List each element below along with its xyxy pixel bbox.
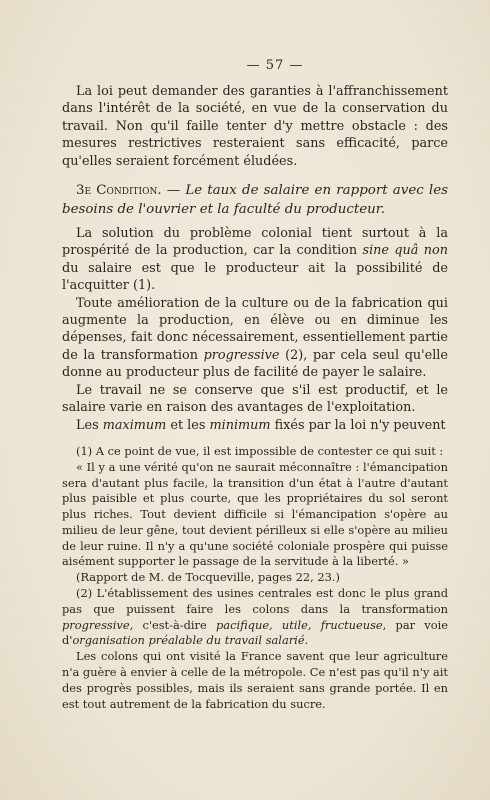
paragraph-3 [62, 295, 448, 382]
paragraph-5-italic-1: maximum [102, 417, 167, 433]
paragraph-3-text-b: (2), par cela seul qu'elle donne au producteur plus de facilité de payer le salaire. [62, 347, 448, 381]
paragraph-2 [62, 225, 448, 295]
paragraph-5-text-a: Les [76, 417, 103, 433]
footnote-2-text-a: (2) L'établissement des usines centrales est donc le plus grand pas que puissent faire les colons dans la transformation [62, 586, 448, 616]
footnote-1-intro: (1) A ce point de vue, il est impossible de contester ce qui suit : [76, 443, 444, 458]
footnote-1-quote: « Il y a une vérité qu'on ne saurait méconnaître : l'émancipation sera d'autant plus facile, la transition d'un état à l'autre d'autant plus paisible et plus courte, que les propriétaires du sol seront plus riches. Tout devient difficile si l'émancipation s'opère au milieu de leur gêne, tout devient périlleux si elle s'opère au milieu de leur ruine. Il n'y a qu'une société coloniale prospère qui puisse aisément supporter le passage de la servitude à la liberté. » [62, 459, 448, 569]
paragraph-5-italic-2: minimum [209, 417, 271, 433]
footnote-2-italic-3: organisation préalable du travail salarié. [72, 633, 309, 648]
footnote-2-italic-1: progressive [62, 617, 130, 632]
paragraph-2-text-b: du salaire est que le producteur ait la possibilité de l'acquitter (1). [62, 260, 448, 294]
paragraph-4: Le travail ne se conserve que s'il est productif, et le salaire varie en raison des avantages de l'exploitation. [62, 382, 448, 416]
paragraph-2-text-a: La solution du problème colonial tient surtout à la prospérité de la production, car la condition [62, 226, 448, 259]
condition-dash: — [161, 183, 186, 199]
paragraph-5 [62, 417, 448, 434]
paragraph-2-italic: sine quâ non [362, 243, 448, 259]
footnotes [62, 444, 448, 713]
footnote-2-italic-2: pacifique, utile, fructueuse [215, 617, 383, 632]
footnote-2-text-c: , par voie d' [62, 617, 448, 648]
paragraph-5-text-b: et les [166, 417, 210, 433]
paragraph-3-italic: progressive [203, 347, 280, 363]
page-content [62, 58, 448, 712]
paragraph-3-text-a: Toute amélioration de la culture ou de la fabrication qui augmente la production, en élève ou en diminue les dépenses, fait donc nécessairement, essentiellement partie de la transformation [62, 295, 448, 363]
footnote-2-continuation: Les colons qui ont visité la France savent que leur agriculture n'a guère à envier à celle de la métropole. Ce n'est pas qu'il n'y ait des progrès possibles, mais ils seraient sans grande portée. Il en est tout autrement de la fabrication du sucre. [62, 649, 448, 711]
footnote-2 [62, 586, 448, 649]
condition-heading [62, 181, 448, 219]
condition-label: 3e Condition. [76, 183, 162, 199]
condition-title: Le taux de salaire en rapport avec les besoins de l'ouvrier et la faculté du producteur. [62, 183, 448, 218]
paragraph-5-text-c: fixés par la loi n'y peuvent [270, 417, 446, 433]
footnote-2-text-b: , c'est-à-dire [129, 617, 216, 632]
page-number: — 57 — [246, 58, 304, 73]
paragraph-1: La loi peut demander des garanties à l'affranchissement dans l'intérêt de la société, en vue de la conservation du travail. Non qu'il faille tenter d'y mettre obstacle : des mesures restrictives resteraient sans efficacité, parce qu'elles seraient forcément éludées. [62, 84, 448, 169]
footnote-1-source: (Rapport de M. de Tocqueville, pages 22, 23.) [76, 570, 340, 585]
